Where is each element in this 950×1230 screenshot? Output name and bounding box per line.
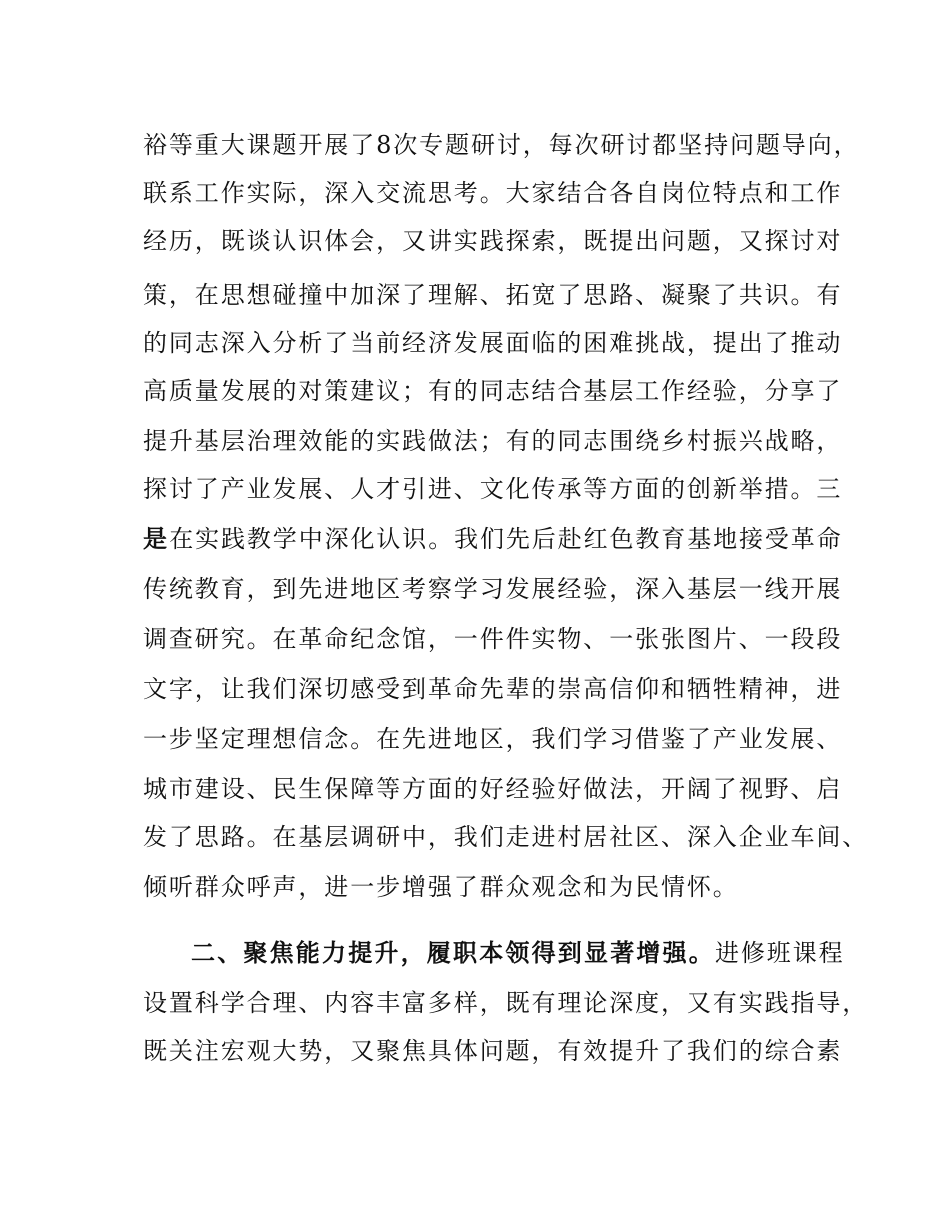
text-line: 传统教育，到先进地区考察学习发展经验，深入基层一线开展 <box>143 575 843 603</box>
text-line: 既关注宏观大势，又聚焦具体问题，有效提升了我们的综合素 <box>143 1037 843 1065</box>
text-line: 策，在思想碰撞中加深了理解、拓宽了思路、凝聚了共识。有 <box>143 281 843 309</box>
section-heading-line <box>191 928 845 978</box>
text-line: 发了思路。在基层调研中，我们走进村居社区、深入企业车间、 <box>143 823 869 851</box>
text-line: 文字，让我们深切感受到革命先辈的崇高信仰和牺牲精神，进 <box>143 675 843 703</box>
text-line: 倾听群众呼声，进一步增强了群众观念和为民情怀。 <box>143 873 739 901</box>
text-line: 一步坚定理想信念。在先进地区，我们学习借鉴了产业发展、 <box>143 725 843 753</box>
section-heading: 二、聚焦能力提升，履职本领得到显著增强。 <box>191 939 715 967</box>
bold-lead-char: 是 <box>143 525 170 553</box>
text-span: 进修班课程 <box>715 939 845 967</box>
text-span: 在实践教学中深化认识。我们先后赴红色教育基地接受革命 <box>169 525 843 553</box>
text-line: 联系工作实际，深入交流思考。大家结合各自岗位特点和工作 <box>143 179 843 207</box>
text-line <box>143 514 843 564</box>
text-line: 的同志深入分析了当前经济发展面临的困难挑战，提出了推动 <box>143 329 843 357</box>
text-line: 设置科学合理、内容丰富多样，既有理论深度，又有实践指导， <box>143 989 869 1017</box>
text-line: 高质量发展的对策建议；有的同志结合基层工作经验，分享了 <box>143 377 843 405</box>
text-line: 经历，既谈认识体会，又讲实践探索，既提出问题，又探讨对 <box>143 227 843 255</box>
text-line: 城市建设、民生保障等方面的好经验好做法，开阔了视野、启 <box>143 775 843 803</box>
text-line: 裕等重大课题开展了8次专题研讨，每次研讨都坚持问题导向， <box>143 131 860 159</box>
text-line: 探讨了产业发展、人才引进、文化传承等方面的创新举措。三 <box>143 475 843 503</box>
text-line: 提升基层治理效能的实践做法；有的同志围绕乡村振兴战略， <box>143 427 843 455</box>
text-line: 调查研究。在革命纪念馆，一件件实物、一张张图片、一段段 <box>143 625 843 653</box>
